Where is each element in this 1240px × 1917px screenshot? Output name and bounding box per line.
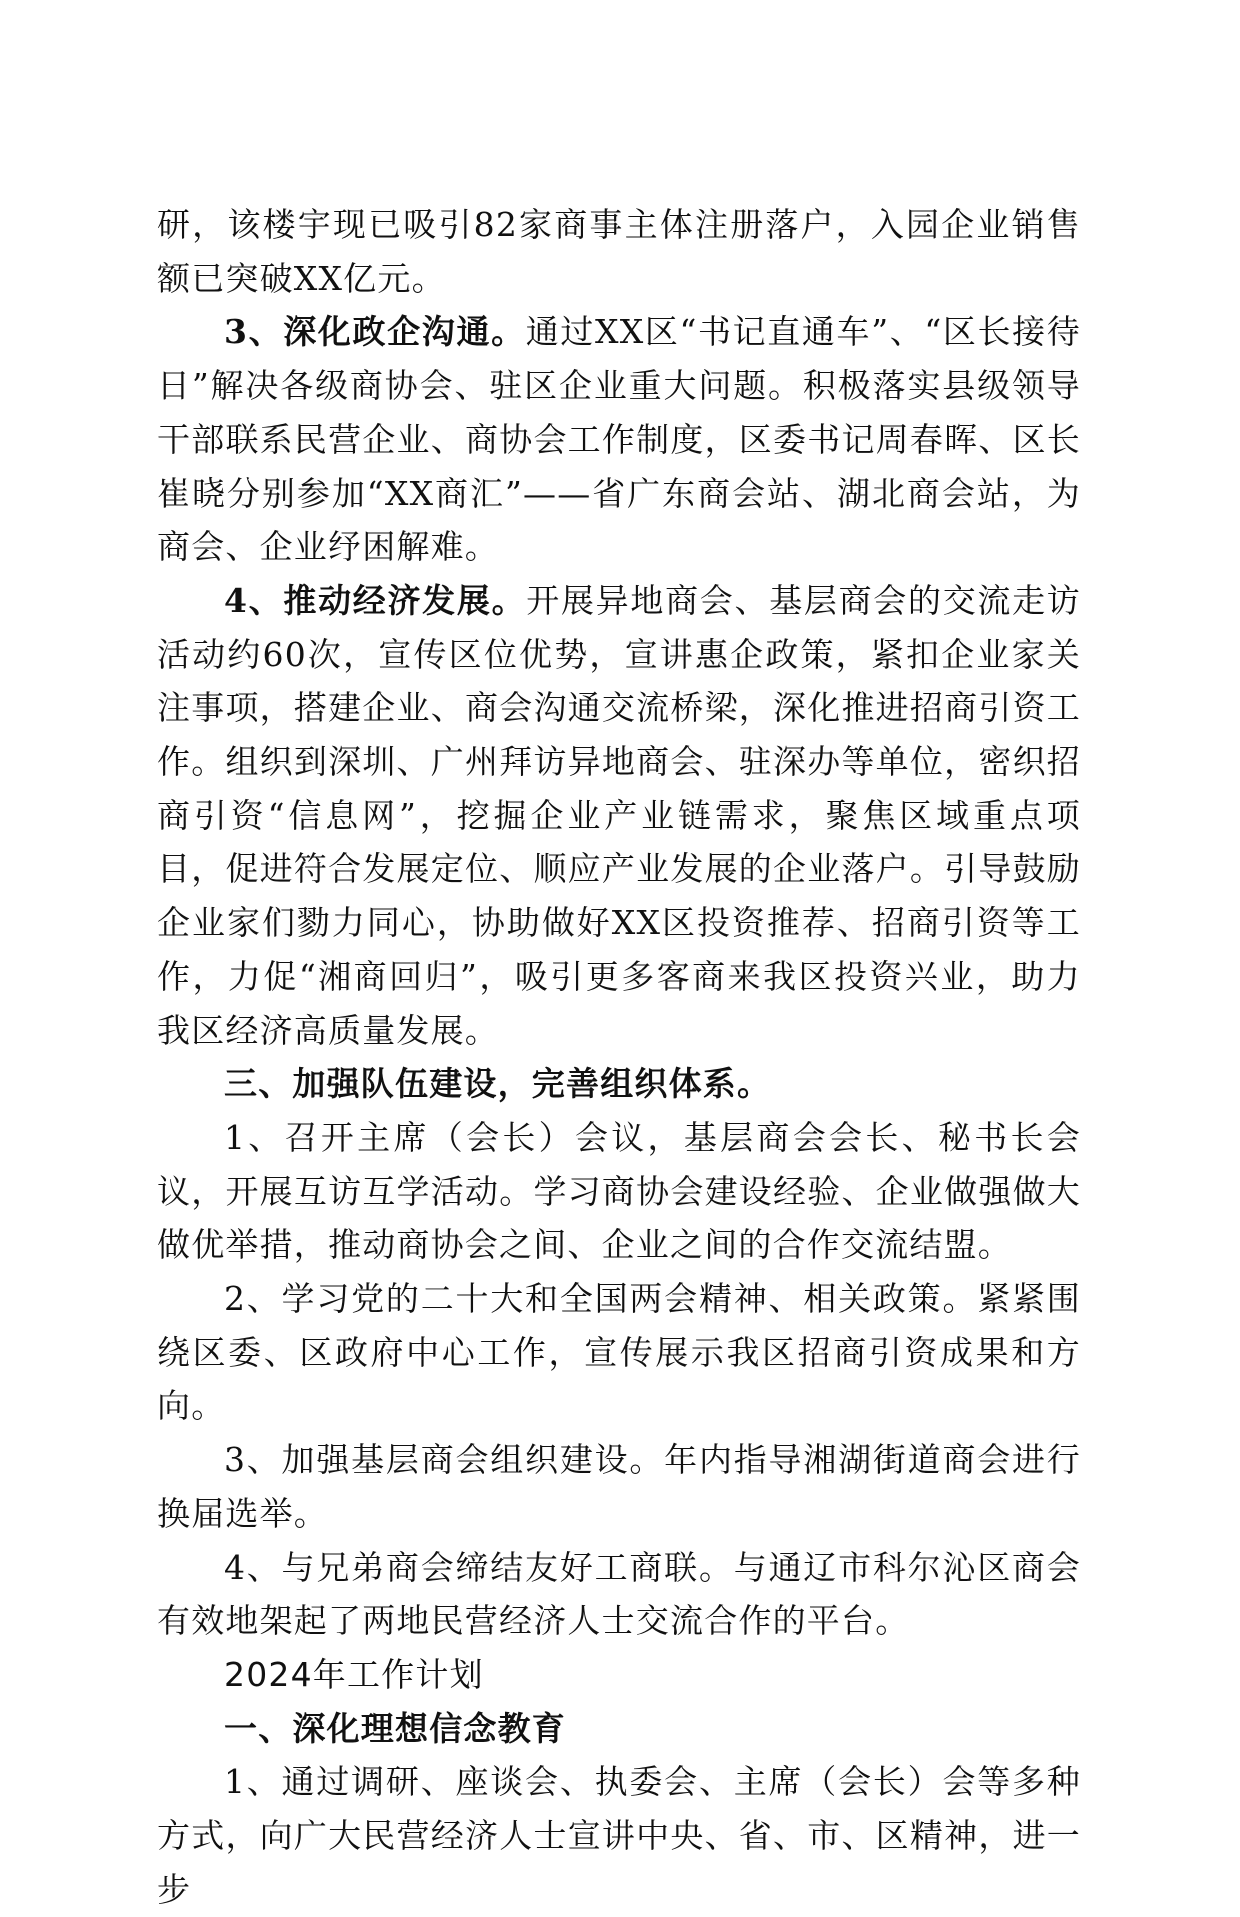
paragraph-continuation: [157, 198, 1081, 305]
paragraph-lead: 3、深化政企沟通。: [224, 312, 526, 352]
paragraph-text: 开展异地商会、基层商会的交流走访活动约60次，宣传区位优势，宣讲惠企政策，紧扣企业家关注事项，搭建企业、商会沟通交流桥梁，深化推进招商引资工作。组织到深圳、广州拜访异地商会、驻深办等单位，密织招商引资“信息网”，挖掘企业产业链需求，聚焦区域重点项目，促进符合发展定位、顺应产业发展的企业落户。引导鼓励企业家们勠力同心，协助做好XX区投资推荐、招商引资等工作，力促“湘商回归”，吸引更多客商来我区投资兴业，助力我区经济高质量发展。: [157, 580, 1082, 1050]
paragraph-item-4: [157, 574, 1081, 1057]
document-body: [157, 198, 1081, 1917]
paragraph-item-3: [157, 305, 1081, 574]
section3-item-2: 2、学习党的二十大和全国两会精神、相关政策。紧紧围绕区委、区政府中心工作，宣传展示我区招商引资成果和方向。: [157, 1279, 1081, 1426]
plan-item-1: 1、通过调研、座谈会、执委会、主席（会长）会等多种方式，向广大民营经济人士宣讲中央、省、市、区精神，进一步: [157, 1762, 1081, 1909]
plan-title: 2024年工作计划: [224, 1654, 484, 1694]
section-heading-3: 三、加强队伍建设，完善组织体系。: [224, 1064, 772, 1104]
section3-item-4: 4、与兄弟商会缔结友好工商联。与通辽市科尔沁区商会有效地架起了两地民营经济人士交流合作的平台。: [157, 1547, 1081, 1641]
paragraph-lead: 4、推动经济发展。: [224, 580, 527, 620]
section3-item-3: 3、加强基层商会组织建设。年内指导湘湖街道商会进行换届选举。: [157, 1440, 1081, 1533]
paragraph-text: 研，该楼宇现已吸引82家商事主体注册落户，入园企业销售额已突破XX亿元。: [157, 205, 1081, 298]
plan-section-heading-1: 一、深化理想信念教育: [224, 1708, 566, 1748]
paragraph-text: 通过XX区“书记直通车”、“区长接待日”解决各级商协会、驻区企业重大问题。积极落实县级领导干部联系民营企业、商协会工作制度，区委书记周春晖、区长崔晓分别参加“XX商汇”——省广东商会站、湖北商会站，为商会、企业纾困解难。: [157, 312, 1081, 567]
section3-item-1: 1、召开主席（会长）会议，基层商会会长、秘书长会议，开展互访互学活动。学习商协会建设经验、企业做强做大做优举措，推动商协会之间、企业之间的合作交流结盟。: [157, 1117, 1081, 1265]
